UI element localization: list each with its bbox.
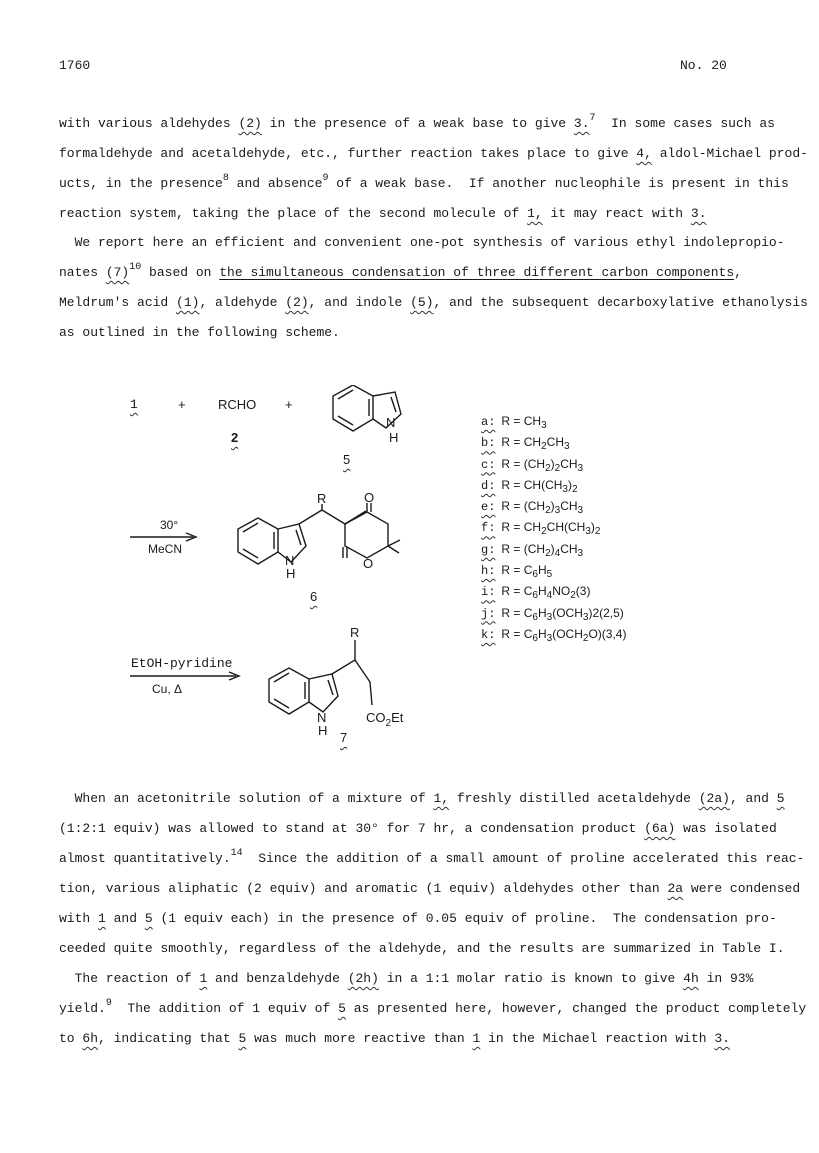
- formula-text: H: [537, 605, 547, 620]
- formula-subscript: 3: [564, 441, 570, 453]
- formula-subscript: 3: [577, 505, 584, 517]
- formula-subscript: 2: [570, 590, 576, 602]
- substituent-row: [481, 520, 626, 541]
- formula-subscript: 4: [546, 590, 553, 602]
- formula-subscript: 2: [541, 441, 547, 453]
- condensation-product-structure: [238, 503, 400, 564]
- compound-7-label: 7: [340, 730, 348, 745]
- compound-ref: 1: [472, 1031, 481, 1046]
- compound-ref: 5: [238, 1031, 247, 1046]
- formula-text: O)(3,4): [588, 626, 627, 641]
- citation: 9: [322, 173, 329, 184]
- formula-text: )2(2,5): [588, 605, 624, 620]
- compound-ref: 1,: [433, 791, 450, 806]
- page-number: 1760: [59, 58, 91, 73]
- substituent-row: [481, 584, 626, 605]
- formula-subscript: 2: [545, 462, 551, 474]
- substituent-key: f:: [481, 521, 496, 536]
- intro-paragraph: with various aldehydes (2) in the presence of a weak base to give 3.$^7$ In some cases such as formaldehyde and acetaldehyde, etc., further reaction takes place to give 4, aldol-Michael prod- ucts, in the presence$^8$ and absence$^9$ of a weak base. If another nucleophile is present in this reaction system, taking the place of the second molecule of 1, it may react with 3.: [59, 113, 808, 221]
- citation: 7: [589, 113, 596, 124]
- formula-text: R = CH: [501, 520, 542, 535]
- formula-text: NO: [552, 584, 571, 599]
- hydrogen-label: H: [286, 566, 296, 581]
- compound-ref: 4,: [636, 146, 652, 161]
- formula-subscript: 3: [546, 632, 553, 644]
- indolepropionate-structure: [269, 640, 372, 714]
- formula-subscript: 3: [554, 505, 561, 517]
- citation: 14: [230, 848, 243, 859]
- formula-text: CH(CH: [546, 520, 586, 535]
- step2-conditions-bottom: Cu, Δ: [152, 682, 183, 696]
- formula-subscript: 3: [577, 462, 584, 474]
- formula-subscript: 2: [594, 526, 601, 538]
- compound-ref: 5: [776, 791, 785, 806]
- formula-subscript: 6: [532, 611, 538, 623]
- formula-text: R = C: [501, 563, 533, 578]
- compound-ref: (2): [238, 116, 262, 131]
- formula-subscript: 2: [541, 526, 547, 538]
- formula-text: (OCH: [552, 605, 583, 620]
- aldehyde-label: RCHO: [218, 397, 257, 412]
- formula-text: ): [550, 541, 555, 556]
- compound-ref: (2h): [347, 971, 379, 986]
- nitrogen-label: N: [285, 553, 295, 568]
- formula-text: R = (CH: [501, 541, 546, 556]
- formula-subscript: 2: [545, 547, 551, 559]
- plus-sign: +: [178, 397, 186, 412]
- nitrogen-label: N: [317, 710, 327, 725]
- compound-ref: 3.: [714, 1031, 730, 1046]
- substituent-row: [481, 478, 626, 499]
- citation: 9: [105, 998, 112, 1009]
- compound-ref: 3.: [573, 116, 590, 131]
- formula-text: CH: [560, 456, 578, 471]
- formula-subscript: 6: [532, 632, 538, 644]
- formula-subscript: 2: [571, 483, 578, 495]
- formula-text: CH: [546, 435, 564, 450]
- compound-ref: 3.: [690, 206, 707, 221]
- compound-ref: (7): [105, 265, 130, 280]
- substituent-key: h:: [481, 564, 496, 579]
- formula-subscript: 6: [532, 569, 538, 581]
- formula-text: ): [550, 499, 555, 514]
- substituent-row: [481, 457, 626, 478]
- compound-ref: (5): [410, 295, 434, 310]
- formula-text: H: [537, 626, 547, 641]
- formula-text: (3): [575, 584, 591, 599]
- compound-5-label: 5: [343, 452, 351, 467]
- compound-ref: 5: [338, 1001, 346, 1016]
- compound-ref: 5: [144, 911, 153, 926]
- compound-ref: (6a): [644, 821, 676, 836]
- substituent-row: [481, 563, 626, 584]
- hydrogen-label: H: [389, 430, 399, 445]
- substituent-key: b:: [481, 436, 496, 451]
- report-paragraph: We report here an efficient and convenient one-pot synthesis of various ethyl indolepropio- nates $(7)^{10}$ based on the simultaneous condensation of three different carbon components, Meldrum's acid (1), aldehyde (2), and indole (5), and the subsequent decarboxylative ethanolysis as outlined in the following scheme.: [59, 235, 808, 340]
- citation: 8: [222, 173, 229, 184]
- formula-text: ): [550, 456, 555, 471]
- results-paragraph: When an acetonitrile solution of a mixture of 1, freshly distilled acetaldehyde (2a), and 5 (1:2:1 equiv) was allowed to stand at 30° for 7 hr, a condensation product (6a) was isolated almost quantitatively.$^{14}$ Since the addition of a small amount of proline accelerated this reac- tion, various aliphatic (2 equiv) and aromatic (1 equiv) aldehydes other than 2a were condensed with 1 and 5 (1 equiv each) in the presence of 0.05 equiv of proline. The condensation pro- ceeded quite smoothly, regardless of the aldehyde, and the results are summarized in Table I. The reaction of 1 and benzaldehyde (2h) in a 1:1 molar ratio is known to give 4h in 93% yield.$^9$ The addition of 1 equiv of 5 as presented here, however, changed the product completely to 6h, indicating that 5 was much more reactive than 1 in the Michael reaction with 3.: [59, 791, 807, 1046]
- oxygen-label: O: [364, 490, 375, 505]
- underlined-phrase: the simultaneous condensation of three different carbon components: [219, 265, 735, 280]
- formula-text: H: [537, 563, 547, 578]
- compound-ref: 1: [199, 971, 208, 986]
- substituent-label: R: [317, 491, 327, 506]
- formula-text: R = CH(CH: [501, 477, 563, 492]
- compound-2-label: 2: [231, 430, 239, 445]
- scheme-structures: [0, 385, 819, 755]
- formula-text: CH: [560, 499, 578, 514]
- reaction-scheme: [0, 385, 819, 755]
- formula-text: (OCH: [552, 626, 583, 641]
- substituent-row: [481, 435, 626, 456]
- step1-conditions-bottom: MeCN: [148, 542, 183, 556]
- formula-subscript: 3: [582, 611, 589, 623]
- issue-number: No. 20: [680, 58, 727, 73]
- formula-text: R = (CH: [501, 456, 546, 471]
- formula-subscript: 4: [554, 547, 561, 559]
- substituent-key: d:: [481, 478, 496, 493]
- formula-subscript: 3: [585, 526, 591, 538]
- step2-conditions-top: EtOH-pyridine: [131, 656, 233, 671]
- ester-label: $CO_2Et$: [366, 710, 404, 729]
- reagent-1-label: 1: [130, 397, 138, 412]
- formula-text: ): [590, 520, 595, 535]
- formula-subscript: 2: [582, 632, 589, 644]
- substituent-key: g:: [481, 542, 496, 557]
- formula-subscript: 6: [532, 590, 538, 602]
- compound-ref: (2): [285, 295, 309, 310]
- compound-ref: 2a: [667, 881, 684, 896]
- formula-subscript: 2: [545, 505, 551, 517]
- formula-subscript: 3: [577, 547, 584, 559]
- compound-ref: (2a): [698, 791, 730, 806]
- formula-text: R = CH: [501, 414, 542, 428]
- formula-text: R = (CH: [501, 499, 546, 514]
- substituent-key: c:: [481, 457, 496, 472]
- substituent-key: k:: [481, 627, 496, 642]
- formula-text: ): [567, 477, 572, 492]
- substituent-key: a:: [481, 415, 496, 429]
- substituent-row: [481, 414, 626, 435]
- substituent-row: [481, 499, 626, 520]
- substituent-key: e:: [481, 500, 496, 515]
- formula-subscript: 3: [546, 611, 553, 623]
- compound-ref: 6h: [82, 1031, 99, 1046]
- substituent-list: [481, 414, 626, 648]
- step1-conditions-top: 30°: [160, 518, 179, 532]
- compound-ref: (1): [176, 295, 200, 310]
- compound-ref: 1,: [527, 206, 543, 221]
- oxygen-label: O: [363, 556, 374, 571]
- formula-text: R = C: [501, 626, 533, 641]
- substituent-row: [481, 542, 626, 563]
- compound-6-label: 6: [310, 589, 318, 604]
- nitrogen-label: N: [386, 415, 396, 430]
- substituent-row: [481, 627, 626, 648]
- citation: 10: [129, 262, 142, 273]
- formula-text: CH: [560, 541, 578, 556]
- substituent-key: j:: [481, 606, 496, 621]
- formula-subscript: 3: [541, 420, 547, 431]
- compound-ref: 4h: [683, 971, 699, 986]
- formula-text: R = CH: [501, 435, 542, 450]
- hydrogen-label: H: [318, 723, 328, 738]
- compound-ref: 1: [98, 911, 106, 926]
- formula-subscript: 2: [554, 462, 561, 474]
- plus-sign: +: [285, 397, 293, 412]
- formula-subscript: 3: [562, 483, 568, 495]
- formula-subscript: 5: [546, 569, 553, 581]
- formula-text: R = C: [501, 584, 533, 599]
- substituent-key: i:: [481, 585, 496, 600]
- formula-text: R = C: [501, 605, 533, 620]
- substituent-label: R: [350, 625, 360, 640]
- substituent-row: [481, 606, 626, 627]
- formula-text: H: [537, 584, 547, 599]
